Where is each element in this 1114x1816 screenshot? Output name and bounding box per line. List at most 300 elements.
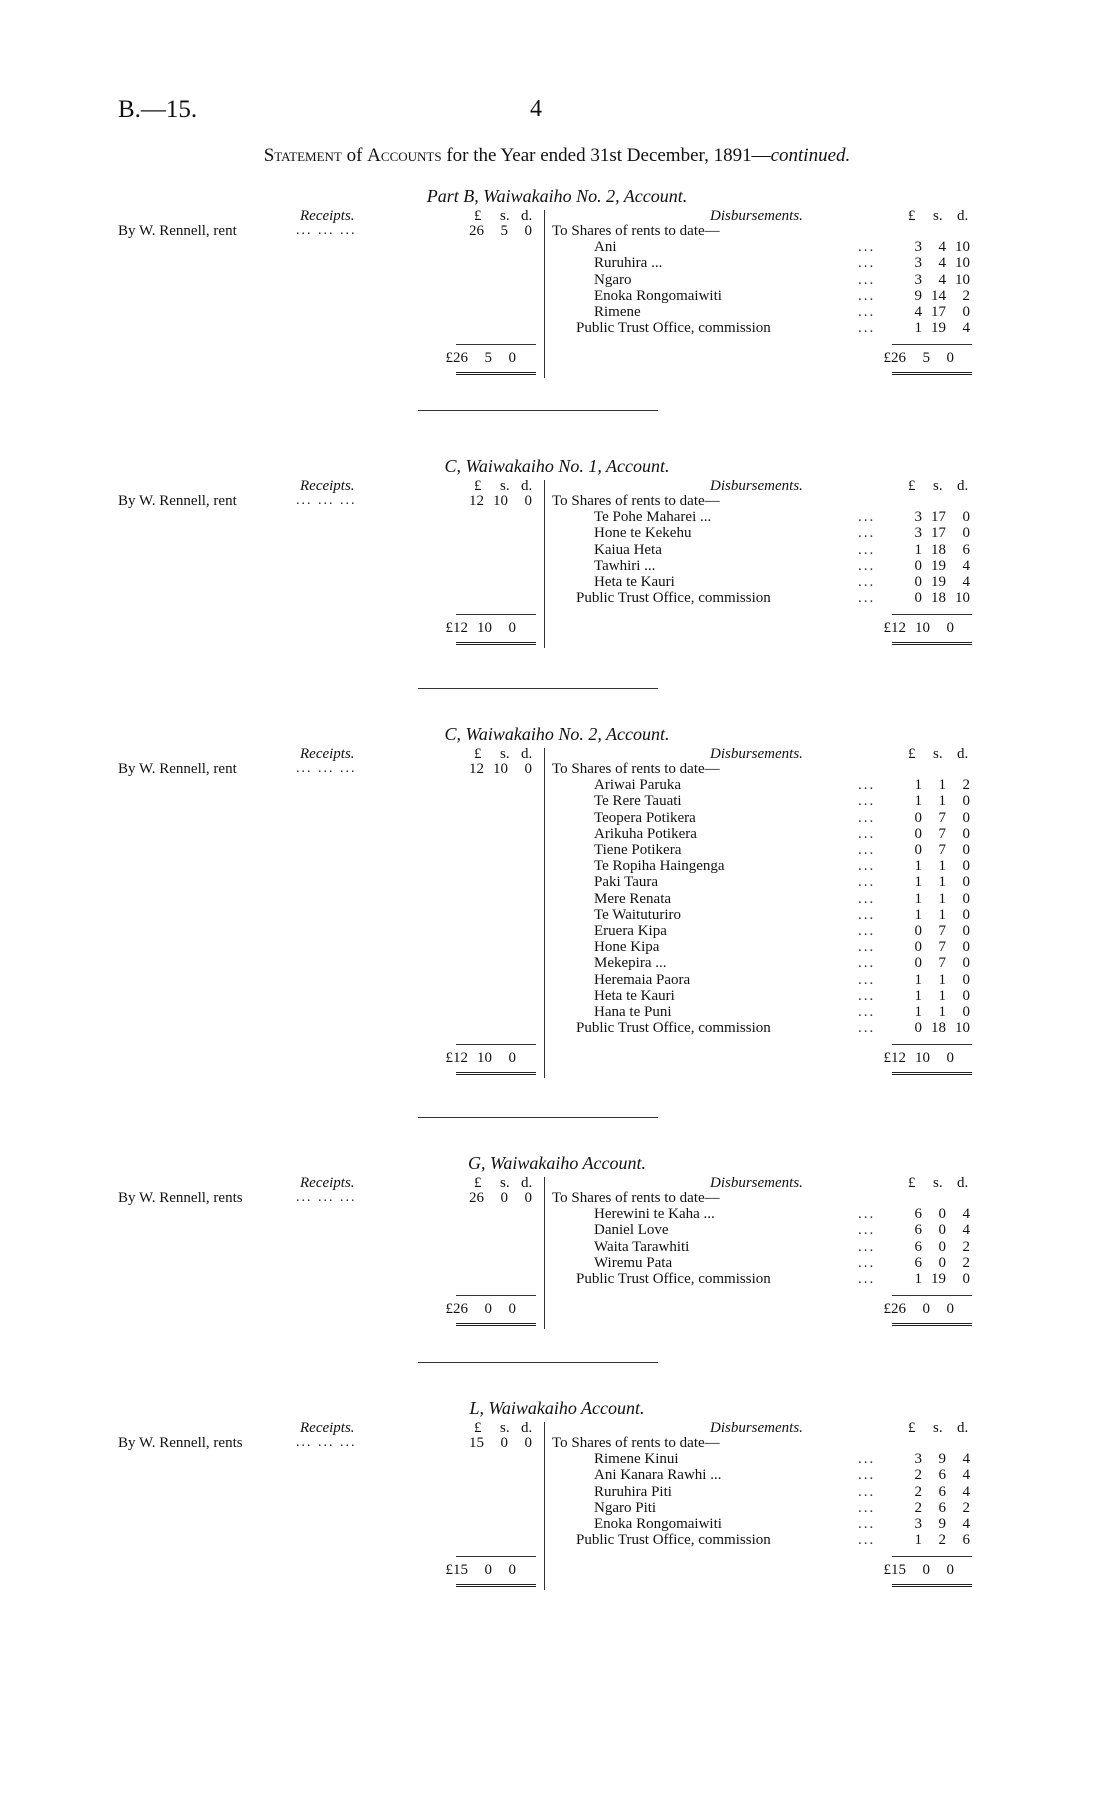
receipts-subtotal-rule (456, 614, 536, 615)
commission-amount-shillings: 2 (938, 1532, 946, 1549)
payee-amount-pence: 0 (962, 858, 970, 875)
payee-leader: ... (858, 1004, 876, 1020)
disbursements-heading: Disbursements. (710, 1175, 803, 1191)
receipts-shilling-heading: s. (500, 1175, 510, 1191)
payee-amount-shillings: 7 (938, 809, 946, 826)
disbursements-total (878, 620, 954, 637)
disbursements-total-pounds: £26 (883, 1301, 906, 1318)
disb-pound-heading: £ (908, 1420, 916, 1436)
payee-amount-pounds: 0 (914, 825, 922, 842)
disb-pound-heading: £ (908, 478, 916, 494)
receipts-pound-heading: £ (474, 208, 482, 224)
payee-amount (894, 891, 970, 908)
receipts-subtotal-rule (456, 344, 536, 345)
commission-amount-pence: 6 (962, 1532, 970, 1549)
payee-amount-pence: 0 (962, 809, 970, 826)
receipts-pence-heading: d. (521, 1420, 533, 1436)
disb-shilling-heading: s. (933, 1420, 943, 1436)
payee-amount-pence: 2 (962, 1254, 970, 1271)
disbursements-heading: Disbursements. (710, 746, 803, 762)
receipts-total-shillings: 0 (484, 1562, 492, 1579)
disb-total-rule (892, 1584, 972, 1587)
payee-amount (894, 842, 970, 859)
receipts-shilling-heading: s. (500, 1420, 510, 1436)
receipts-pence-heading: d. (521, 208, 533, 224)
receipts-pound-heading: £ (474, 1175, 482, 1191)
payee-name: Rimene (594, 304, 641, 320)
payee-amount-shillings: 7 (938, 842, 946, 858)
receipt-amount (456, 223, 532, 240)
payee-leader: ... (858, 1254, 876, 1271)
disbursements-total-pounds: £12 (883, 620, 906, 637)
disb-shilling-heading: s. (933, 478, 943, 494)
disbursements-total (878, 1301, 954, 1318)
commission-amount (894, 1271, 970, 1288)
receipts-total-pounds: £12 (445, 620, 468, 637)
receipt-amount-shillings: 10 (493, 761, 508, 777)
payee-leader: ... (858, 906, 876, 923)
payee-amount-pence: 6 (962, 541, 970, 558)
disb-pound-heading: £ (908, 746, 916, 762)
payee-amount-pounds: 3 (914, 1516, 922, 1532)
disbursements-total (878, 350, 954, 367)
payee-amount-pounds: 1 (914, 971, 922, 988)
payee-leader: ... (858, 239, 876, 256)
receipts-pound-heading: £ (474, 746, 482, 762)
payee-leader: ... (858, 890, 876, 907)
receipt-amount-pounds: 15 (469, 1435, 484, 1451)
payee-leader: ... (858, 1483, 876, 1500)
disb-subtotal-rule (892, 344, 972, 345)
disb-pound-heading: £ (908, 1175, 916, 1191)
payee-amount-shillings: 1 (938, 906, 946, 923)
receipts-pence-heading: d. (521, 1175, 533, 1191)
receipt-amount-pounds: 26 (469, 223, 484, 239)
payee-amount-pence: 10 (955, 255, 970, 272)
payee-amount-pounds: 0 (914, 557, 922, 574)
receipt-leader: ... ... ... (296, 493, 357, 508)
receipts-total-shillings: 10 (477, 620, 492, 637)
payee-amount-shillings: 0 (938, 1222, 946, 1239)
payee-leader: ... (858, 923, 876, 939)
payee-amount (894, 988, 970, 1005)
payee-name: Rimene Kinui (594, 1451, 679, 1468)
payee-amount-pence: 2 (962, 777, 970, 794)
receipts-total-rule (456, 372, 536, 375)
payee-amount-pence: 10 (955, 271, 970, 288)
payee-name: Hone Kipa (594, 939, 660, 956)
payee-amount-pounds: 1 (914, 858, 922, 875)
disb-shilling-heading: s. (933, 1175, 943, 1191)
payee-amount-shillings: 1 (938, 874, 946, 891)
commission-amount-shillings: 19 (931, 1271, 946, 1287)
payee-amount-pounds: 3 (914, 255, 922, 272)
payee-amount (894, 939, 970, 956)
commission-leader: ... (858, 320, 876, 337)
payee-amount-pounds: 0 (914, 955, 922, 972)
receipts-total (440, 1562, 516, 1579)
payee-amount-shillings: 1 (938, 971, 946, 988)
disbursements-total-shillings: 5 (922, 350, 930, 367)
payee-amount (894, 955, 970, 972)
payee-amount-pounds: 3 (914, 509, 922, 526)
payee-amount (894, 288, 970, 305)
payee-amount-pounds: 2 (914, 1467, 922, 1484)
payee-amount (894, 874, 970, 891)
payee-name: Herewini te Kaha ... (594, 1206, 715, 1223)
payee-amount-pence: 4 (962, 574, 970, 590)
receipts-total-pounds: £12 (445, 1050, 468, 1067)
receipts-shilling-heading: s. (500, 478, 510, 494)
payee-amount-shillings: 1 (938, 793, 946, 810)
commission-amount-pounds: 1 (914, 1271, 922, 1287)
payee-amount (894, 1467, 970, 1484)
payee-amount (894, 1500, 970, 1517)
commission-amount-shillings: 18 (931, 1020, 946, 1037)
account-title: C, Waiwakaiho No. 1, Account. (444, 456, 670, 476)
payee-leader: ... (858, 939, 876, 956)
payee-amount-pounds: 3 (914, 525, 922, 542)
payee-amount-shillings: 18 (931, 541, 946, 558)
receipt-amount-pounds: 12 (469, 493, 484, 509)
receipts-total-pence: 0 (508, 1562, 516, 1579)
payee-amount (894, 810, 970, 827)
payee-name: Paki Taura (594, 874, 659, 891)
receipts-heading: Receipts. (300, 478, 355, 494)
column-divider (544, 210, 545, 378)
payee-amount-pounds: 1 (914, 906, 922, 923)
payee-amount-pence: 4 (962, 1467, 970, 1484)
receipts-total-pence: 0 (508, 1301, 516, 1318)
disb-pence-heading: d. (957, 746, 969, 762)
receipts-total-rule (456, 1584, 536, 1587)
receipts-total (440, 1050, 516, 1067)
payee-amount (894, 1484, 970, 1501)
payee-amount-pence: 0 (962, 842, 970, 858)
disb-total-rule (892, 1323, 972, 1326)
payee-leader: ... (858, 809, 876, 826)
payee-leader: ... (858, 271, 876, 288)
payee-amount (894, 1516, 970, 1533)
receipts-total-pence: 0 (508, 350, 516, 367)
payee-amount-shillings: 7 (938, 825, 946, 842)
commission-amount (894, 320, 970, 337)
payee-amount-shillings: 1 (938, 858, 946, 875)
receipt-label: By W. Rennell, rent (118, 223, 237, 239)
receipt-amount-pence: 0 (524, 1190, 532, 1206)
payee-amount (894, 304, 970, 321)
commission-leader: ... (858, 1020, 876, 1037)
disbursements-total-shillings: 10 (915, 1050, 930, 1067)
payee-amount-pence: 10 (955, 239, 970, 256)
commission-amount (894, 1532, 970, 1549)
payee-leader: ... (858, 557, 876, 574)
payee-amount (894, 1255, 970, 1272)
payee-amount (894, 272, 970, 289)
payee-leader: ... (858, 1222, 876, 1239)
commission-label: Public Trust Office, commission (576, 1532, 771, 1549)
payee-leader: ... (858, 509, 876, 526)
payee-amount-pounds: 6 (914, 1222, 922, 1239)
receipts-total-pounds: £26 (445, 350, 468, 367)
commission-leader: ... (858, 1271, 876, 1287)
payee-leader: ... (858, 525, 876, 542)
to-shares-label: To Shares of rents to date— (552, 1190, 720, 1206)
disbursements-total-pence: 0 (946, 350, 954, 367)
payee-amount-shillings: 4 (938, 271, 946, 288)
commission-label: Public Trust Office, commission (576, 1020, 771, 1037)
payee-amount-pence: 0 (962, 971, 970, 988)
payee-name: Enoka Rongomaiwiti (594, 1516, 722, 1532)
payee-name: Enoka Rongomaiwiti (594, 287, 722, 304)
receipts-heading: Receipts. (300, 1175, 355, 1191)
payee-amount-pence: 2 (962, 1238, 970, 1255)
payee-name: Heremaia Paora (594, 971, 691, 988)
payee-amount (894, 793, 970, 810)
payee-name: Mekepira ... (594, 955, 667, 972)
disb-total-rule (892, 642, 972, 645)
payee-amount-pence: 0 (962, 890, 970, 907)
disb-total-rule (892, 1072, 972, 1075)
commission-leader: ... (858, 590, 876, 607)
disb-subtotal-rule (892, 1295, 972, 1296)
payee-amount-pence: 0 (962, 874, 970, 891)
disbursements-total-pounds: £12 (883, 1050, 906, 1067)
payee-amount-pounds: 3 (914, 239, 922, 256)
payee-amount-pounds: 1 (914, 987, 922, 1004)
to-shares-label: To Shares of rents to date— (552, 761, 720, 777)
disbursements-total-pounds: £26 (883, 350, 906, 367)
payee-amount-shillings: 19 (931, 574, 946, 590)
receipt-amount-pence: 0 (524, 493, 532, 509)
payee-amount-pence: 2 (962, 1499, 970, 1516)
account-section (0, 724, 1114, 1067)
receipt-label: By W. Rennell, rents (118, 1190, 243, 1206)
receipts-shilling-heading: s. (500, 746, 510, 762)
commission-amount-pounds: 1 (914, 320, 922, 337)
payee-name: Ruruhira ... (594, 255, 663, 272)
payee-amount-pounds: 6 (914, 1206, 922, 1223)
receipts-total-pence: 0 (508, 620, 516, 637)
payee-amount (894, 509, 970, 526)
payee-amount-shillings: 6 (938, 1467, 946, 1484)
receipts-total-shillings: 5 (484, 350, 492, 367)
payee-amount-pence: 0 (962, 987, 970, 1004)
payee-leader: ... (858, 825, 876, 842)
payee-amount-pounds: 1 (914, 1004, 922, 1020)
payee-amount-pence: 0 (962, 955, 970, 972)
account-section (0, 456, 1114, 756)
payee-name: Wiremu Pata (594, 1254, 673, 1271)
receipts-pence-heading: d. (521, 478, 533, 494)
payee-name: Heta te Kauri (594, 987, 675, 1004)
payee-leader: ... (858, 1467, 876, 1484)
disbursements-total (878, 1562, 954, 1579)
receipt-amount (456, 761, 532, 778)
payee-name: Waita Tarawhiti (594, 1238, 690, 1255)
disbursements-total (878, 1050, 954, 1067)
payee-amount (894, 826, 970, 843)
payee-leader: ... (858, 287, 876, 304)
payee-amount-shillings: 4 (938, 255, 946, 272)
receipts-heading: Receipts. (300, 1420, 355, 1436)
payee-amount-pence: 2 (962, 287, 970, 304)
payee-leader: ... (858, 255, 876, 272)
payee-amount-shillings: 1 (938, 890, 946, 907)
payee-amount-pence: 0 (962, 906, 970, 923)
payee-leader: ... (858, 858, 876, 875)
commission-amount (894, 1020, 970, 1037)
disbursements-total-pounds: £15 (883, 1562, 906, 1579)
receipt-leader: ... ... ... (296, 223, 357, 238)
payee-amount-shillings: 14 (931, 287, 946, 304)
disbursements-total-pence: 0 (946, 620, 954, 637)
payee-amount (894, 1004, 970, 1021)
receipt-amount-shillings: 0 (500, 1435, 508, 1451)
payee-amount-shillings: 7 (938, 955, 946, 972)
payee-leader: ... (858, 777, 876, 794)
column-divider (544, 1177, 545, 1329)
disbursements-total-pence: 0 (946, 1301, 954, 1318)
receipt-label: By W. Rennell, rent (118, 493, 237, 509)
receipt-amount-shillings: 0 (500, 1190, 508, 1206)
to-shares-label: To Shares of rents to date— (552, 493, 720, 509)
commission-amount-pounds: 0 (914, 590, 922, 607)
disb-pence-heading: d. (957, 478, 969, 494)
payee-amount-pounds: 1 (914, 890, 922, 907)
payee-name: Ngaro Piti (594, 1499, 657, 1516)
payee-leader: ... (858, 971, 876, 988)
account-section (0, 1398, 1114, 1698)
payee-name: Hone te Kekehu (594, 525, 692, 542)
receipts-total-rule (456, 1072, 536, 1075)
to-shares-label: To Shares of rents to date— (552, 1435, 720, 1451)
disb-total-rule (892, 372, 972, 375)
receipts-pound-heading: £ (474, 1420, 482, 1436)
title-lead: Statement (263, 145, 342, 166)
disb-pence-heading: d. (957, 1175, 969, 1191)
account-title: L, Waiwakaiho Account. (469, 1398, 645, 1418)
payee-amount-pence: 4 (962, 1206, 970, 1223)
payee-amount (894, 1239, 970, 1256)
payee-amount-pence: 4 (962, 1483, 970, 1500)
section-separator (418, 1362, 658, 1363)
payee-name: Ariwai Paruka (594, 777, 682, 794)
payee-amount-shillings: 9 (938, 1516, 946, 1532)
commission-label: Public Trust Office, commission (576, 320, 771, 337)
receipts-pence-heading: d. (521, 746, 533, 762)
section-separator (418, 1117, 658, 1118)
payee-amount-pence: 0 (962, 509, 970, 526)
payee-amount (894, 777, 970, 794)
payee-name: Te Rere Tauati (594, 793, 682, 810)
payee-amount (894, 1222, 970, 1239)
payee-amount (894, 923, 970, 940)
receipt-amount-pence: 0 (524, 761, 532, 777)
receipt-amount (456, 1435, 532, 1452)
receipts-pound-heading: £ (474, 478, 482, 494)
column-divider (544, 480, 545, 648)
payee-name: Te Waituturiro (594, 906, 682, 923)
payee-name: Eruera Kipa (594, 923, 667, 939)
disbursements-heading: Disbursements. (710, 1420, 803, 1436)
payee-amount (894, 558, 970, 575)
commission-amount-pence: 10 (955, 590, 970, 607)
payee-amount-shillings: 6 (938, 1483, 946, 1500)
receipt-amount (456, 493, 532, 510)
payee-leader: ... (858, 1206, 876, 1223)
receipt-leader: ... ... ... (296, 1435, 357, 1450)
payee-amount-pence: 4 (962, 557, 970, 574)
disbursements-total-pence: 0 (946, 1562, 954, 1579)
payee-leader: ... (858, 987, 876, 1004)
commission-label: Public Trust Office, commission (576, 1271, 771, 1287)
payee-amount-pounds: 0 (914, 923, 922, 939)
receipts-total-pounds: £26 (445, 1301, 468, 1318)
payee-leader: ... (858, 874, 876, 891)
payee-amount-shillings: 1 (938, 1004, 946, 1020)
payee-name: Ngaro (594, 271, 632, 288)
payee-name: Kaiua Heta (594, 541, 662, 558)
receipt-amount-pounds: 12 (469, 761, 484, 777)
payee-amount (894, 239, 970, 256)
page-number: 4 (530, 96, 542, 122)
payee-amount-shillings: 17 (931, 525, 946, 542)
payee-amount-shillings: 6 (938, 1499, 946, 1516)
payee-amount-shillings: 17 (931, 509, 946, 526)
payee-amount-pounds: 0 (914, 574, 922, 590)
payee-name: Tawhiri ... (594, 557, 656, 574)
payee-amount (894, 972, 970, 989)
receipts-shilling-heading: s. (500, 208, 510, 224)
payee-amount-pounds: 0 (914, 939, 922, 956)
disb-shilling-heading: s. (933, 208, 943, 224)
payee-amount-pounds: 1 (914, 874, 922, 891)
payee-leader: ... (858, 304, 876, 320)
receipt-amount-pounds: 26 (469, 1190, 484, 1206)
payee-name: Te Ropiha Haingenga (594, 858, 725, 875)
statement-title (0, 145, 1114, 167)
disb-pence-heading: d. (957, 208, 969, 224)
payee-leader: ... (858, 842, 876, 858)
receipts-subtotal-rule (456, 1556, 536, 1557)
payee-leader: ... (858, 1499, 876, 1516)
payee-amount (894, 1206, 970, 1223)
receipt-amount-shillings: 10 (493, 493, 508, 509)
payee-leader: ... (858, 1238, 876, 1255)
payee-amount (894, 542, 970, 559)
column-divider (544, 1422, 545, 1590)
section-separator (418, 410, 658, 411)
payee-name: Heta te Kauri (594, 574, 675, 590)
disb-subtotal-rule (892, 614, 972, 615)
commission-label: Public Trust Office, commission (576, 590, 771, 607)
payee-amount-pounds: 6 (914, 1238, 922, 1255)
payee-amount-shillings: 4 (938, 239, 946, 256)
receipt-leader: ... ... ... (296, 761, 357, 776)
payee-amount-pounds: 1 (914, 777, 922, 794)
receipts-subtotal-rule (456, 1044, 536, 1045)
receipts-total-pounds: £15 (445, 1562, 468, 1579)
payee-name: Teopera Potikera (594, 809, 696, 826)
payee-name: Hana te Puni (594, 1004, 672, 1020)
receipt-label: By W. Rennell, rent (118, 761, 237, 777)
payee-amount-shillings: 19 (931, 557, 946, 574)
commission-amount-shillings: 18 (931, 590, 946, 607)
title-accounts: Accounts (367, 145, 442, 166)
payee-amount-shillings: 0 (938, 1238, 946, 1255)
payee-amount-pounds: 6 (914, 1254, 922, 1271)
